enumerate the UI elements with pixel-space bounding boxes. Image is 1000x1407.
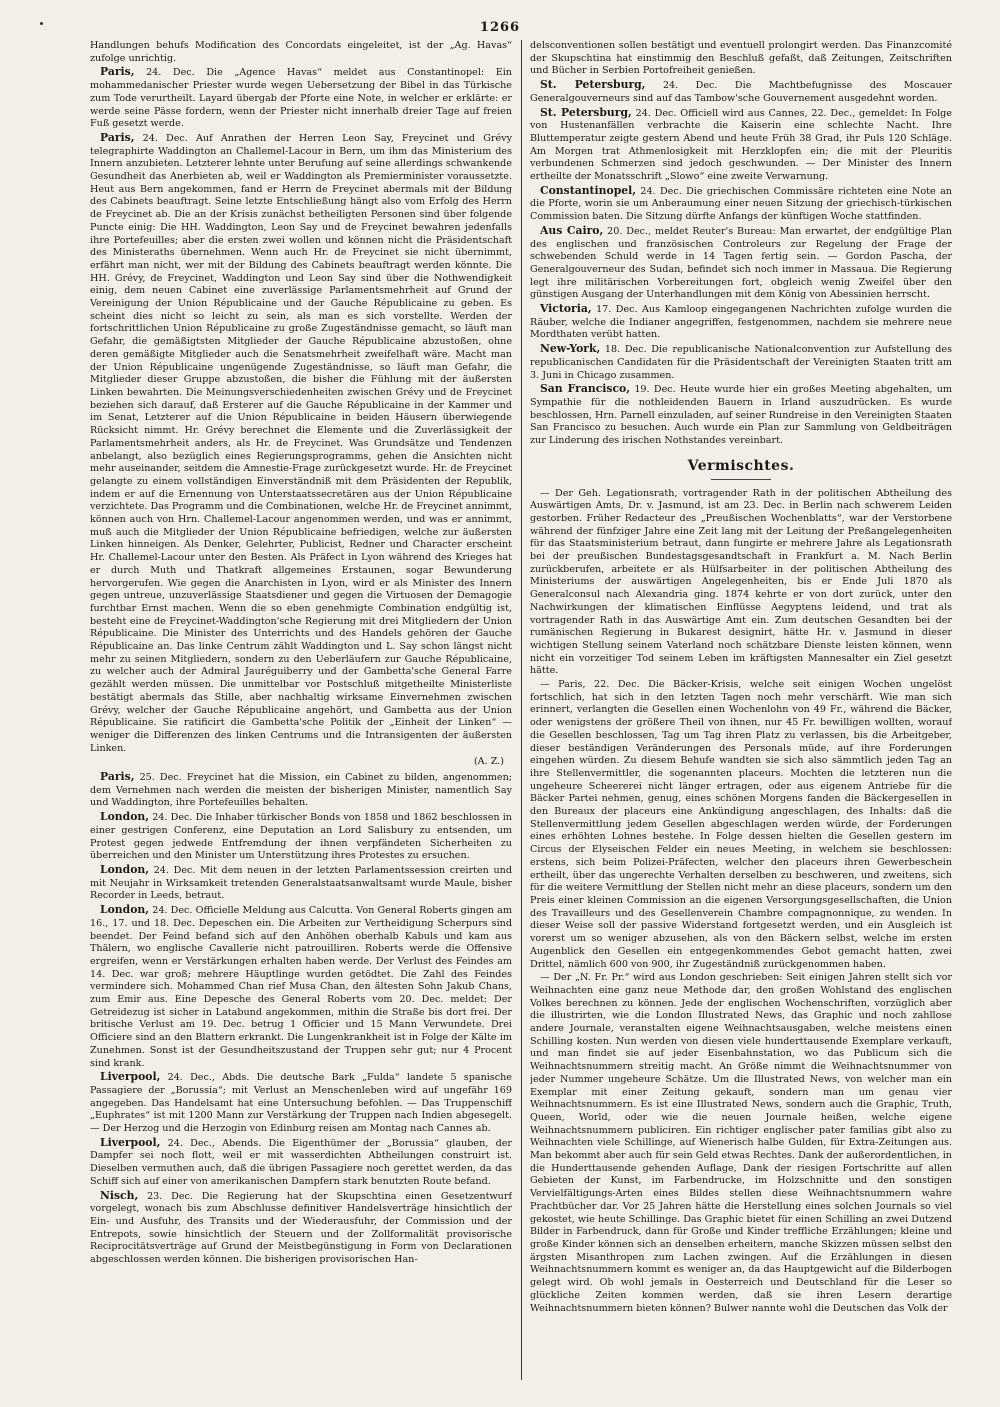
right-column xyxy=(530,40,952,1380)
dateline-place: Victoria, xyxy=(540,302,592,316)
paragraph-text: 24. Dec. Die Inhaber türkischer Bonds von 1858 und 1862 beschlossen in einer gestrigen Conferenz, eine Deputation an Lord Salisbury zu entsenden, um Protest gegen jedwede Entfremdung der ihnen verpfändeten Sicherheiten zu überreichen und den Minister um Unterstützung ihres Protestes zu ersuchen. xyxy=(90,812,512,862)
paragraph-text: delsconventionen sollen bestätigt und eventuell prolongirt werden. Das Finanzcomité der Skupschtina hat einstimmig den Beschluß gefaßt, daß Zeitungen, Zeitschriften und Bücher in Serbien Portofreiheit genießen. xyxy=(530,40,952,77)
dateline-place: St. Petersburg, xyxy=(540,105,632,119)
news-paragraph xyxy=(90,66,512,131)
news-paragraph xyxy=(90,132,512,755)
dateline-place: Liverpool, xyxy=(100,1070,161,1084)
paragraph-text: 24. Dec. Officiell wird aus Cannes, 22. Dec., gemeldet: In Folge von Hustenanfällen verbrachte die Kaiserin eine schlechte Nacht. Ihre Bluttemperatur zeigte gestern Abend und heute Früh 38 Grad, ihr Puls 120 Schläge. Am Morgen trat Athmenlosigkeit mit Herzklopfen ein; die mit der Pleuritis verbundenen Schmerzen sind jedoch geschwunden. — Der Minister des Innern ertheilte der Monatsschrift „Slowo“ eine zweite Verwarnung. xyxy=(530,107,952,183)
news-paragraph xyxy=(90,864,512,903)
news-paragraph xyxy=(530,185,952,224)
dateline-place: Paris, xyxy=(100,130,135,144)
page-number: 1266 xyxy=(479,20,521,35)
news-paragraph xyxy=(90,1071,512,1136)
paragraph-text: 24. Dec. Die Machtbefugnisse des Moscauer Generalgouverneurs sind auf das Tambow'sche Gouvernement ausgedehnt worden. xyxy=(530,80,952,104)
paragraph-text: 25. Dec. Freycinet hat die Mission, ein Cabinet zu bilden, angenommen; dem Vernehmen nach werden die meisten der bisherigen Minister, namentlich Say und Waddington, ihre Portefeuilles behalten. xyxy=(90,772,512,809)
dateline-place: London, xyxy=(100,810,150,824)
news-paragraph xyxy=(530,40,952,78)
news-paragraph xyxy=(530,679,952,971)
dateline-place: Liverpool, xyxy=(100,1135,161,1149)
paragraph-text: 24. Dec., Abends. Die Eigenthümer der „Borussia“ glauben, der Dampfer sei noch flott, weil er mit wasserdichten Abtheilungen construirt ist. Dieselben vermuthen auch, daß die übrigen Passagiere noch gerettet werden, da das Schiff sich auf einer von amerikanischen Dampfern stark benutzten Route befand. xyxy=(90,1137,512,1187)
news-paragraph xyxy=(530,303,952,342)
news-paragraph xyxy=(530,972,952,1315)
news-paragraph xyxy=(530,79,952,105)
paragraph-text: 24. Dec., Abds. Die deutsche Bark „Fulda“ landete 5 spanische Passagiere der „Borussia“; mit Verlust an Menschenleben wird auf ungefähr 169 angegeben. Das Handelsamt hat eine Untersuchung befohlen. — Das Truppenschiff „Euphrates“ ist mit 1200 Mann zur Verstärkung der Truppen nach Indien abgesegelt. — Der Herzog und die Herzogin von Edinburg reisen am Montag nach Cannes ab. xyxy=(90,1072,512,1135)
dateline-place: St. Petersburg, xyxy=(540,78,646,92)
dateline-place: Paris, xyxy=(100,770,135,784)
dateline-place: Aus Cairo, xyxy=(540,223,604,237)
news-paragraph xyxy=(530,225,952,302)
dateline-place: San Francisco, xyxy=(540,382,630,396)
news-paragraph xyxy=(90,771,512,810)
dateline-place: New-York, xyxy=(540,342,601,356)
left-column xyxy=(90,40,512,1380)
paragraph-text: 19. Dec. Heute wurde hier ein großes Meeting abgehalten, um Sympathie für die nothleidenden Bauern in Irland auszudrücken. Es wurde beschlossen, Hrn. Parnell einzuladen, auf seiner Rundreise in den Vereinigten Staaten San Francisco zu besuchen. Auch wurde ein Plan zur Sammlung von Geldbeiträgen zur Linderung des irischen Nothstandes vereinbart. xyxy=(530,384,952,447)
dateline-place: Paris, xyxy=(100,65,135,79)
paragraph-text: 18. Dec. Die republicanische Nationalconvention zur Aufstellung des republicanischen Candidaten für die Präsidentschaft der Vereinigten Staaten tritt am 3. Juni in Chicago zusammen. xyxy=(530,344,952,381)
news-paragraph xyxy=(530,383,952,448)
paragraph-text: 24. Dec. Auf Anrathen der Herren Leon Say, Freycinet und Grévy telegraphirte Waddington an Challemel-Lacour in Bern, um ihm das Ministerium des Innern anzubieten. Letzterer lehnte unter Berufung auf seine allerdings schwankende Gesundheit das Anerbieten ab, weil er Waddington als Premierminister voraussetzte. Heut aus Bern angekommen, fand er Herrn de Freycinet abermals mit der Bildung des Cabinets beauftragt. Seine letzte Entschließung hängt also vom Erfolg des Herrn de Freycinet ab. Die an der Krisis zunächst betheiligten Personen sind über folgende Puncte einig: Die HH. Waddington, Leon Say und de Freycinet bewahren jedenfalls ihre Portefeuilles; aber die ersten zwei wollen und können nicht die Präsidentschaft des Ministeraths übernehmen. Wenn auch Hr. de Freycinet sie nicht übernimmt, erfährt man nicht, wer mit der Bildung des Cabinets beauftragt werden könnte. Die HH. Grévy, de Freycinet, Waddington und Leon Say sind über die Nothwendigkeit einig, dem neuen Cabinet eine zuverlässige Parlamentsmehrheit auf Grund der Vereinigung der Union Républicaine und der Gauche Républicaine zu geben. Es scheint dies nicht so leicht zu sein, als man es sich vorstellte. Werden der fortschrittlichen Union Républicaine zu große Zugeständnisse gemacht, so läuft man Gefahr, die gemäßigtsten Mitglieder der Gauche Républicaine abzustoßen, ohne deren gemäßigte Mitglieder auch die Senatsmehrheit zweifelhaft wäre. Macht man der Union Républicaine ungenügende Zugeständnisse, so läuft man Gefahr, die Mitglieder dieser Gruppe abzustoßen, die bisher die Fühlung mit der äußersten Linken bewahrten. Die Meinungsverschiedenheiten zwischen Grévy und de Freycinet beziehen sich darauf, daß Ersterer auf die Gauche Républicaine in der Kammer und im Senat, Letzterer auf die Union Républicaine in beiden Häusern überwiegende Rücksicht nimmt. Hr. Grévy berechnet die Elemente und die Zuverlässigkeit der Parlamentsmehrheit anders, als Hr. de Freycinet. Was Grundsätze und Tendenzen anbelangt, also bezüglich eines Regierungsprogramms, gehen die Ansichten nicht mehr auseinander, seitdem die Amnestie-Frage zurückgesetzt wurde. Hr. de Freycinet gelangte zu einem vollständigen Einverständniß mit dem Präsidenten der Republik, indem er auf die Ernennung von Unterstaatssecretären aus der Union Républicaine verzichtete. Das Programm und die Combinationen, welche Hr. de Freycinet annimmt, können auch von Hrn. Challemel-Lacour angenommen werden, und was er annimmt, muß auch die Mitglieder der Union Républicaine befriedigen, welche zur äußersten Linken hinneigen. Als Denker, Gelehrter, Publicist, Redner und Character erscheint Hr. Challemel-Lacour unter den Besten. Als Präfect in Lyon während des Krieges hat er durch Muth und Thatkraft allgemeines Erstaunen, sogar Bewunderung hervorgerufen. Wie gegen die Anarchisten in Lyon, wird er als Minister des Innern gegen untreue, unzuverlässige Staatsdiener und gegen die Virtuosen der Demagogie furchtbar Ernst machen. Wenn die so eben genehmigte Combination endgültig ist, besteht eine de Freycinet-Waddington'sche Regierung mit drei Mitgliedern der Union Républicaine. Die Minister des Unterrichts und des Handels gehören der Gauche Républicaine an. Das linke Centrum zählt Waddington und L. Say schon längst nicht mehr zu seinen Mitgliedern, sondern zu den Ueberläufern zur Gauche Républicaine, zu welcher auch der Admiral Jauréguiberry und der Gambetta'sche General Farre gezählt werden müssen. Die unmittelbar vor Postschluß mitgetheilte Ministerliste bestätigt abermals das Stille, aber nachhaltig wirksame Einvernehmen zwischen Grévy, welcher der Gauche Républicaine angehört, und Gambetta aus der Union Républicaine. Sie ratificirt die Gambetta'sche Politik der „Einheit der Linken“ — weniger die Differenzen des linken Centrums und die Intransigenten der äußersten Linken. xyxy=(90,132,512,754)
news-paragraph xyxy=(90,1137,512,1189)
paragraph-text: 24. Dec. Die griechischen Commissäre richteten eine Note an die Pforte, worin sie um Anberaumung einer neuen Sitzung der griechisch-türkischen Commission baten. Die Sitzung dürfte Anfangs der künftigen Woche stattfinden. xyxy=(530,185,952,223)
paragraph-text: — Paris, 22. Dec. Die Bäcker-Krisis, welche seit einigen Wochen ungelöst fortschlich, hat sich in den letzten Tagen noch mehr verschärft. Wie man sich erinnert, verlangten die Gesellen einen Wochenlohn von 49 Fr., während die Bäcker, oder wenigstens der größere Theil von ihnen, nur 45 Fr. bewilligen wollten, worauf die Gesellen beschlossen, Tag um Tag ihren Platz zu verlassen, bis die Arbeitgeber, dieser beständigen Veränderungen des Personals müde, auf ihre Forderungen eingehen würden. Zu diesem Behufe wandten sie sich also sämmtlich jeden Tag an ihre Stellenvermittler, die sogenannten placeurs. Mochten die letzteren nun die ungeheure Scheererei nicht länger ertragen, oder aus eigenem Antriebe für die Bäcker Partei nehmen, genug, eines schönen Morgens fanden die Bäckergesellen in den Bureaux der placeurs eine Ankündigung angeschlagen, des Inhalts: daß die Stellenvermittlung jedem Gesellen abgeschlagen werden würde, der Forderungen eines erhöhten Lohnes bestehe. In Folge dessen hielten die Gesellen gestern im Circus der Elyseischen Felder ein neues Meeting, in welchem sie beschlossen: erstens, sich beim Polizei-Präfecten, welcher den placeurs ihren Gewerbeschein ertheilt, über das ungerechte Verhalten derselben zu beschweren, und zweitens, sich für die weitere Vermittlung der Stellen nicht mehr an diese placeurs, sondern um den Preis einer kleinen Commission an die eigenen Versorgungsgesellschaften, die Union des Travailleurs und des Gesellenverein Chambre compagnonnique, zu wenden. In dieser Weise soll der passive Widerstand fortgesetzt werden, und ein Ausgleich ist vorerst um so weniger abzusehen, als von den Bäckern selbst, welche im ersten Augenblick den Gesellen ein entgegenkommendes Gebot gemacht hatten, zwei Drittel, nämlich 600 von 900, ihr Zugeständniß zurückgenommen haben. xyxy=(530,679,952,970)
dateline-place: London, xyxy=(100,863,150,876)
news-paragraph xyxy=(90,811,512,863)
paragraph-text: 20. Dec., meldet Reuter's Bureau: Man erwartet, der endgültige Plan des englischen und französischen Controleurs zur Regelung der Frage der schwebenden Schuld werde in 14 Tagen fertig sein. — Gordon Pascha, der Generalgouverneur des Sudan, befindet sich noch immer in Massaua. Die Regierung legt ihre militärischen Vorbereitungen fort, obgleich wenig Zweifel über den günstigen Ausgang der Unterhandlungen mit dem König von Abessinien herrscht. xyxy=(530,225,952,301)
paragraph-text: 24. Dec. Die „Agence Havas“ meldet aus Constantinopel: Ein mohammedanischer Priester wurde wegen Uebersetzung der Bibel in das Türkische zum Tode verurtheilt. Layard übergab der Pforte eine Note, in welcher er erklärte: er werde seine Pässe fordern, wenn der Priester nicht innerhalb dreier Tage auf freien Fuß gesetzt werde. xyxy=(90,67,512,130)
article-signature: (A. Z.) xyxy=(473,756,504,768)
paragraph-text: 17. Dec. Aus Kamloop eingegangenen Nachrichten zufolge wurden die Räuber, welche die Indianer angegriffen, festgenommen, nachdem sie mehrere neue Mordthaten verübt hatten. xyxy=(530,304,952,341)
paragraph-text: — Der „N. Fr. Pr.“ wird aus London geschrieben: Seit einigen Jahren stellt sich vor Weihnachten eine ganz neue Methode dar, den großen Wohlstand des englischen Volkes berechnen zu können. Jede der englischen Wochenschriften, vorzüglich aber die illustrirten, wie die London Illustrated News, das Graphic und noch zahllose andere Journale, veranstalten eigene Weihnachtsausgaben, welche meistens einen Schilling kosten. Nun werden von diesen viele hunderttausende Exemplare verkauft, und man findet sie auf jeder Eisenbahnstation, wo das Publicum sich die Weihnachtsnummern streitig macht. An Größe nimmt die Weihnachtsnummer von jeder Nummer ungeheure Schätze. Um die Illustrated News, von welcher man ein Exemplar mit einer Zeitung gekauft, sondern man um genau vier Weihnachtsnummern. Es ist eine Illustrated News, sondern auch die Graphic, Truth, Queen, World, oder wie die neuen Journale heißen, welche eigene Weihnachtsnummern publiciren. Ein richtiger englischer pater familias gibt also zu Weihnachten viele Schillinge, auf Wienerisch halbe Gulden, für Extra-Zeitungen aus. Man bekommt aber auch für sein Geld etwas Rechtes. Dank der außerordentlichen, in die Hunderttausende gehenden Auflage, Dank der riesigen Fortschritte auf allen Gebieten der Kunst, im Farbendrucke, im Holzschnitte und den sonstigen Vervielfältigungs-Arten eines Bildes stellen diese Weihnachtsnummern wahre Prachtbücher dar. Vor 25 Jahren hätte die Herstellung eines solchen Journals so viel gekostet, wie heute Schillinge. Das Graphic bietet für einen Schilling an zwei Dutzend Bilder in Farbendruck, dann für Große und Kinder treffliche Erzählungen; kleine und große Kinder können sich an denselben erheitern, manche Skizzen müssen selbst den ärgsten Misanthropen zum Lachen zwingen. Auf die Erzählungen in diesen Weihnachtsnummern kommt es weniger an, da das Hauptgewicht auf die Bilderbogen gelegt wird. Ob wohl jemals in Oesterreich und Deutschland für die Leser so glückliche Zeiten kommen werden, daß sie ihren Lesern derartige Weihnachtsnummern bieten können? Bulwer nannte wohl die Deutschen das Volk der xyxy=(530,972,952,1314)
dateline-place: London, xyxy=(100,903,150,917)
paragraph-text: — Der Geh. Legationsrath, vortragender Rath in der politischen Abtheilung des Auswärtigen Amts, Dr. v. Jasmund, ist am 23. Dec. in Berlin nach schwerem Leiden gestorben. Früher Redacteur des „Preußischen Wochenblatts“, war der Verstorbene während der fünfziger Jahre eine Zeit lang mit der Leitung der Preßangelegenheiten für das Staatsministerium betraut, dann fungirte er mehrere Jahre als Legationsrath bei der preußischen Bundestagsgesandtschaft in Frankfurt a. M. Nach Berlin zurückberufen, arbeitete er als Hülfsarbeiter in der politischen Abtheilung des Ministeriums der auswärtigen Angelegenheiten, bis er Ende Juli 1870 als Generalconsul nach Alexandria ging. 1874 kehrte er von dort zurück, unter den Nachwirkungen der klimatischen Einflüsse Aegyptens leidend, und trat als vortragender Rath in das Auswärtige Amt ein. Zum deutschen Gesandten bei der rumänischen Regierung in Bukarest designirt, hätte Hr. v. Jasmund in dieser wichtigen Stellung seinem Vaterland noch schätzbare Dienste leisten können, wenn nicht ein vorzeitiger Tod seinem Leben im kräftigsten Mannesalter ein Ziel gesetzt hätte. xyxy=(530,487,952,677)
paragraph-text: 24. Dec. Officielle Meldung aus Calcutta. Von General Roberts gingen am 16., 17. und 18. Dec. Depeschen ein. Die Arbeiten zur Vertheidigung Scherpurs sind beendet. Der Feind befand sich auf den Anhöhen oberhalb Kabuls und kam aus Thälern, wo englische Cavallerie nicht patrouilliren. Roberts werde die Offensive ergreifen, wenn er Verstärkungen erhalten haben werde. Der Verlust des Feindes am 14. Dec. war groß; mehrere Häuptlinge wurden getödtet. Die Zahl des Feindes vermindere sich. Mohammed Chan rief Musa Chan, den ältesten Sohn Jakub Chans, zum Emir aus. Eine Depesche des General Roberts vom 20. Dec. meldet: Der Getreidezug ist sicher in Latabund angekommen, mithin die Straße bis dort frei. Der britische Verlust am 19. Dec. betrug 1 Officier und 15 Mann Verwundete. Drei Officiere sind an den Blattern erkrankt. Die Lungenkrankheit ist in Folge der Kälte im Zunehmen. Sonst ist der Gesundheitszustand der Truppen sehr gut; nur 4 Procent sind krank. xyxy=(90,905,512,1069)
news-paragraph xyxy=(90,40,512,65)
dateline-place: Constantinopel, xyxy=(540,183,636,197)
news-paragraph xyxy=(90,904,512,1070)
news-paragraph xyxy=(530,107,952,184)
paragraph-text: 24. Dec. Mit dem neuen in der letzten Parlamentssession creirten und mit Neujahr in Wirksamkeit tretenden Generalstaatsanwaltsamt wurde Maule, bisher Recorder in Leeds, betraut. xyxy=(90,865,512,902)
news-paragraph xyxy=(530,488,952,679)
paragraph-text: Handlungen behufs Modification des Concordats eingeleitet, ist der „Ag. Havas“ zufolge unrichtig. xyxy=(90,40,512,64)
paragraph-text: 23. Dec. Die Regierung hat der Skupschtina einen Gesetzentwurf vorgelegt, wonach bis zum Abschlusse definitiver Handelsverträge hinsichtlich der Ein- und Ausfuhr, des Transits und der Wiederausfuhr, der Commission und der Entrepots, sowie hinsichtlich der Steuern und der Zollformalität provisorische Reciprocitätsverträge auf Grund der Meistbegünstigung in Form von Declarationen abgeschlossen werden können. Die bisherigen provisorischen Han- xyxy=(90,1190,512,1266)
dateline-place: Nisch, xyxy=(100,1188,139,1202)
section-heading: Vermischtes. xyxy=(530,460,952,480)
news-paragraph xyxy=(530,343,952,382)
news-paragraph xyxy=(90,1190,512,1267)
column-divider xyxy=(521,40,522,1380)
